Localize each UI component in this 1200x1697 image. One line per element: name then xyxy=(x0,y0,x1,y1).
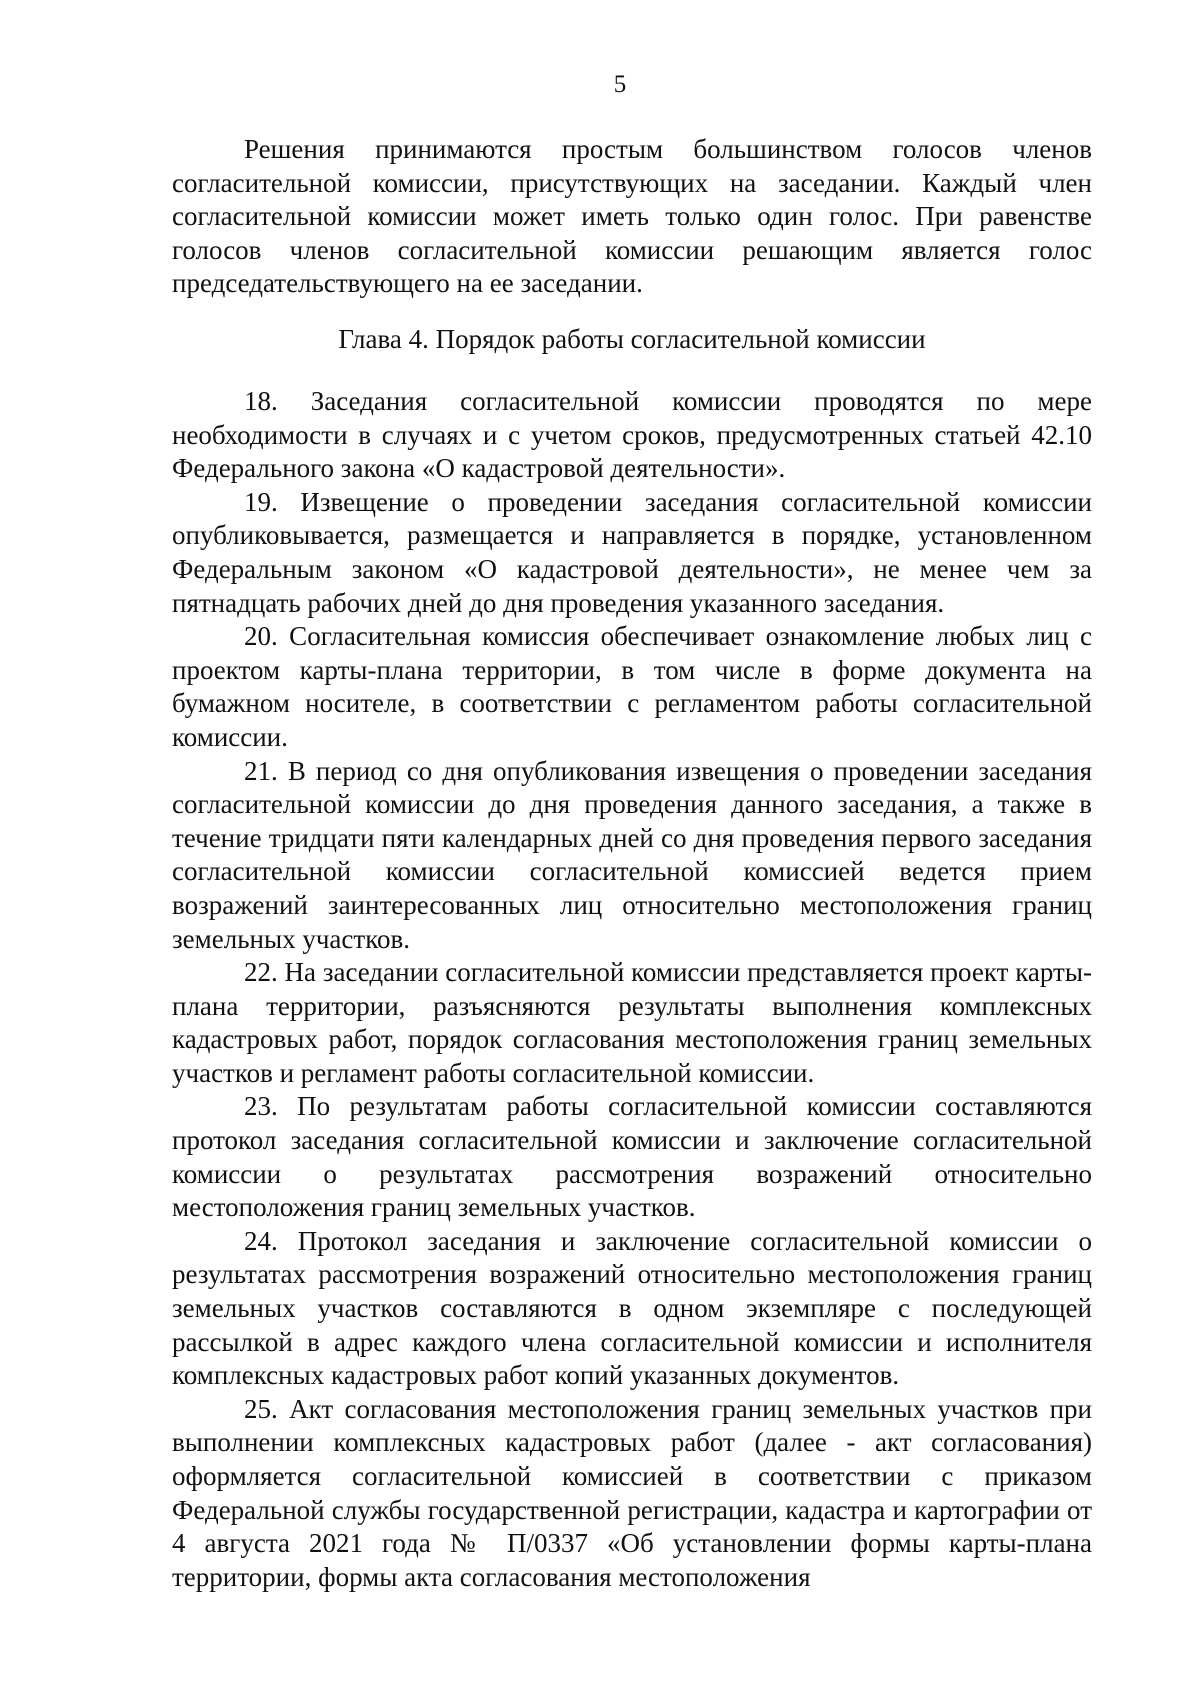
page-number: 5 xyxy=(613,71,627,98)
paragraph-24: 24. Протокол заседания и заключение согласительной комиссии о результатах рассмотрения возражений относительно местоположения границ земельных участков составляются в одном экземпляре с последующей рассылкой в адрес каждого члена согласительной комиссии и исполнителя комплексных кадастровых работ копий указанных документов. xyxy=(172,1225,1092,1391)
paragraph-22: 22. На заседании согласительной комиссии представляется проект карты-плана территории, разъясняются результаты выполнения комплексных кадастровых работ, порядок согласования местоположения границ земельных участков и регламент работы согласительной комиссии. xyxy=(172,957,1092,1088)
chapter-body xyxy=(172,385,1092,1594)
paragraph-25: 25. Акт согласования местоположения границ земельных участков при выполнении комплексных кадастровых работ (далее - акт согласования) оформляется согласительной комиссией в соответствии с приказом Федеральной службы государственной регистрации, кадастра и картографии от 4 августа 2021 года № П/0337 «Об установлении формы карты-плана территории, формы акта согласования местоположения xyxy=(172,1393,1092,1592)
paragraph-23: 23. По результатам работы согласительной комиссии составляются протокол заседания согласительной комиссии и заключение согласительной комиссии о результатах рассмотрения возражений относительно местоположения границ земельных участков. xyxy=(172,1091,1092,1223)
chapter-title: Глава 4. Порядок работы согласительной комиссии xyxy=(338,324,926,354)
paragraph-21: 21. В период со дня опубликования извещения о проведении заседания согласительной комиссии до дня проведения данного заседания, а также в течение тридцати пяти календарных дней со дня проведения первого заседания согласительной комиссии согласительной комиссией ведется прием возражений заинтересованных лиц относительно местоположения границ земельных участков. xyxy=(172,755,1092,954)
lead-section xyxy=(172,133,1092,301)
paragraph-20: 20. Согласительная комиссия обеспечивает ознакомление любых лиц с проектом карты-плана территории, в том числе в форме документа на бумажном носителе, в соответствии с регламентом работы согласительной комиссии. xyxy=(172,621,1092,752)
paragraph-18: 18. Заседания согласительной комиссии проводятся по мере необходимости в случаях и с учетом сроков, предусмотренных статьей 42.10 Федерального закона «О кадастровой деятельности». xyxy=(172,386,1092,484)
lead-paragraph: Решения принимаются простым большинством голосов членов согласительной комиссии, присутствующих на заседании. Каждый член согласительной комиссии может иметь только один голос. При равенстве голосов членов согласительной комиссии решающим является голос председательствующего на ее заседании. xyxy=(172,134,1092,299)
paragraph-19: 19. Извещение о проведении заседания согласительной комиссии опубликовывается, размещается и направляется в порядке, установленном Федеральным законом «О кадастровой деятельности», не менее чем за пятнадцать рабочих дней до дня проведения указанного заседания. xyxy=(172,486,1092,618)
